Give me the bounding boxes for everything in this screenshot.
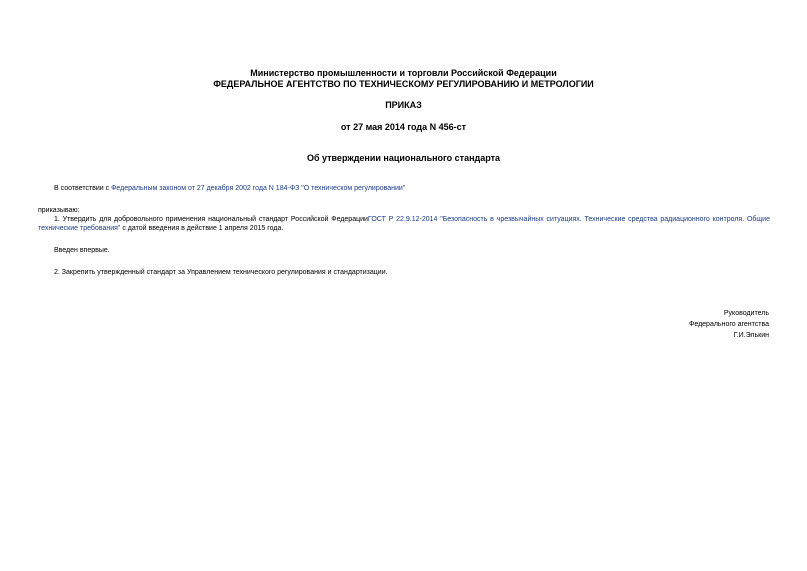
orders-text: приказываю: [38, 207, 80, 214]
item2-paragraph: 2. Закрепить утвержденный стандарт за Управлением технического регулирования и стандартизации. [54, 269, 388, 276]
gost-standard-link[interactable]: ГОСТ Р 22.9.12-2014 "Безопасность в чрезвычайных ситуациях. Технические средства радиационного контроля. Общие технические требования" [38, 216, 770, 232]
order-date-number: от 27 мая 2014 года N 456-ст [340, 122, 467, 132]
agency-title: ФЕДЕРАЛЬНОЕ АГЕНТСТВО ПО ТЕХНИЧЕСКОМУ РЕГУЛИРОВАНИЮ И МЕТРОЛОГИИ [213, 79, 594, 89]
signature-name: Г.И.Элькин [733, 332, 769, 339]
doc-type-heading: ПРИКАЗ [385, 100, 422, 110]
first-introduction-note: Введен впервые. [54, 247, 110, 254]
ministry-title: Министерство промышленности и торговли Российской Федерации [250, 68, 557, 78]
basis-prefix: В соответствии с [54, 185, 112, 192]
order-subject: Об утверждении национального стандарта [306, 153, 501, 163]
item1-prefix: 1. Утвердить для добровольного применения национальный стандарт Российской Федерации [54, 216, 368, 223]
signature-organization: Федерального агентства [689, 321, 769, 328]
basis-paragraph [54, 184, 405, 193]
federal-law-link[interactable]: Федеральным законом от 27 декабря 2002 года N 184-ФЗ "О техническом регулировании" [111, 185, 406, 192]
signature-position: Руководитель [723, 310, 769, 317]
item1-paragraph [38, 215, 770, 233]
item1-suffix: с датой введения в действие 1 апреля 2015 года. [120, 225, 284, 232]
